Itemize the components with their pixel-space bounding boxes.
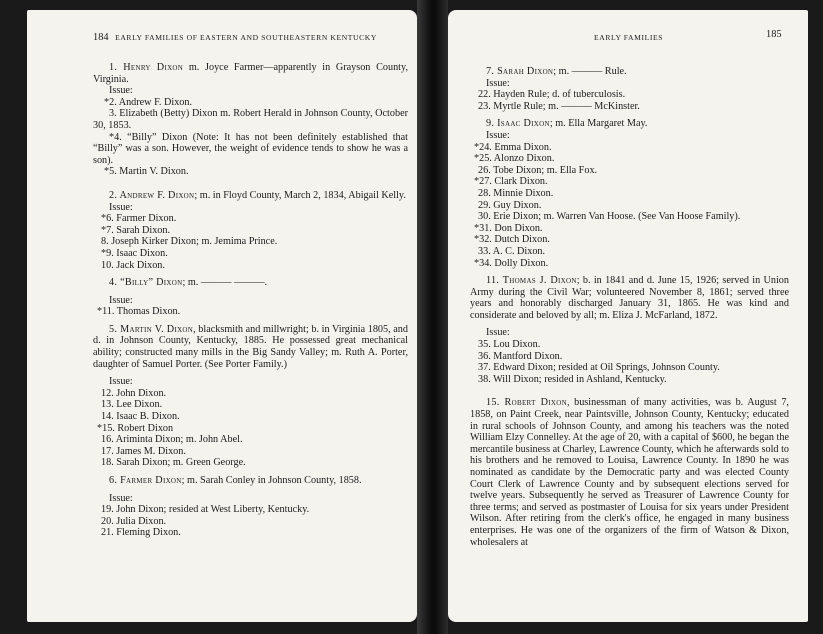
entry-robert-dixon <box>470 397 789 548</box>
right-page <box>448 10 808 622</box>
entry-farmer-dixon <box>93 475 408 487</box>
list-item: 10. Jack Dixon. <box>101 259 165 271</box>
left-page-number: 184 <box>93 32 109 43</box>
list-item: *25. Alonzo Dixon. <box>474 153 555 165</box>
issue-label: Issue: <box>486 129 510 141</box>
list-item: 22. Hayden Rule; d. of tuberculosis. <box>478 89 626 101</box>
list-item: *32. Dutch Dixon. <box>474 234 550 246</box>
entry-name: 6. Farmer Dixon <box>109 475 182 486</box>
left-running-header <box>93 32 377 44</box>
entry-text: ; m. ——— Rule. <box>553 66 627 77</box>
list-item: 36. Mantford Dixon. <box>478 350 563 362</box>
list-item: *15. Robert Dixon <box>97 422 174 434</box>
entry-name: 2. Andrew F. Dixon <box>109 189 195 201</box>
list-item: *6. Farmer Dixon. <box>101 213 177 225</box>
list-item: 29. Guy Dixon. <box>478 199 542 211</box>
entry-name: 11. Thomas J. Dixon <box>486 275 577 287</box>
entry-martin-dixon <box>93 324 408 370</box>
list-item: *4. “Billy” Dixon (Note: It has not been definitely established that “Billy” was a son. However, the weight of evidence tends to show he was a son). <box>93 131 408 166</box>
left-page-body <box>93 62 408 539</box>
entry-text: ; b. in 1841 and d. June 15, 1926; served in Union Army during the Civil War; volunteered November 8, 1861; served three years and honorably discharged January 31, 1865. He was kind and considerate and beloved by all; m. Eliza J. McFarland, 1872. <box>470 275 789 321</box>
list-item: *2. Andrew F. Dixon. <box>104 96 193 108</box>
issue-label: Issue: <box>486 327 510 339</box>
entry-thomas-dixon <box>470 275 789 321</box>
list-item: 33. A. C. Dixon. <box>478 245 546 257</box>
left-header-title: EARLY FAMILIES OF EASTERN AND SOUTHEASTERN KENTUCKY <box>115 33 377 42</box>
list-item: 23. Myrtle Rule; m. ——— McKinster. <box>478 100 640 112</box>
entry-name: 1. Henry Dixon <box>109 62 184 73</box>
entry-billy-dixon <box>93 277 408 289</box>
entry-text: ; m. Sarah Conley in Johnson County, 1858. <box>181 475 362 486</box>
entry-text: ; m. in Floyd County, March 2, 1834, Abigail Kelly. <box>194 189 406 201</box>
issue-label: Issue: <box>109 85 133 97</box>
list-item: *7. Sarah Dixon. <box>101 224 171 236</box>
list-item: 16. Ariminta Dixon; m. John Abel. <box>101 434 243 446</box>
list-item: 35. Lou Dixon. <box>478 339 541 351</box>
list-item: 13. Lee Dixon. <box>101 399 163 411</box>
entry-henry-dixon <box>93 62 408 85</box>
list-item: 37. Edward Dixon; resided at Oil Springs, Johnson County. <box>478 362 720 374</box>
list-item: 3. Elizabeth (Betty) Dixon m. Robert Herald in Johnson County, October 30, 1853. <box>93 108 408 131</box>
list-item: 26. Tobe Dixon; m. Ella Fox. <box>478 164 598 176</box>
left-page <box>27 10 417 622</box>
right-header-title: EARLY FAMILIES <box>594 33 664 42</box>
list-item: *31. Don Dixon. <box>474 222 543 234</box>
list-item: *34. Dolly Dixon. <box>474 257 549 269</box>
list-item: *9. Isaac Dixon. <box>101 247 168 259</box>
list-item: *27. Clark Dixon. <box>474 176 548 188</box>
list-item: 19. John Dixon; resided at West Liberty, Kentucky. <box>101 504 310 516</box>
issue-label: Issue: <box>486 77 510 89</box>
issue-label: Issue: <box>109 492 133 504</box>
entry-name: 15. Robert Dixon <box>486 397 567 409</box>
entry-name: 5. Martin V. Dixon <box>109 323 194 335</box>
entry-sarah-dixon <box>470 66 789 78</box>
entry-name: 9. Isaac Dixon <box>486 118 550 130</box>
entry-andrew-dixon <box>93 190 408 202</box>
list-item: 28. Minnie Dixon. <box>478 187 554 199</box>
entry-text: ; m. Ella Margaret May. <box>549 118 648 130</box>
list-item: 8. Joseph Kirker Dixon; m. Jemima Prince. <box>101 236 278 248</box>
right-page-number: 185 <box>766 29 782 40</box>
book-gutter <box>417 0 448 634</box>
entry-name: 4. “Billy” Dixon <box>109 277 183 289</box>
entry-text: , businessman of many activities, was b. August 7, 1858, on Paint Creek, near Paintsville, Johnson County, Kentucky; educated in rural schools of Johnson County, and among his teachers was the noted William Elzy Connelley. At the age of 20, with a capital of $600, he began the mercantile business at Charley, Lawrence County, which he afterwards sold to his brothers and he removed to Louisa, Lawrence County. In 1890 he was nominated as candidate by the Democratic party and was elected County Court Clerk of Lawrence County and by subsequent elections served for twelve years. Subsequently he served as Treasurer of Lawrence County for three terms; and served as postmaster of Louisa for six years under President Wilson. After retiring from the clerk's office, he engaged in many business enterprises. He was one of the organizers of the firm of Watson & Dixon, wholesalers at <box>470 397 789 548</box>
right-page-body <box>470 66 789 548</box>
entry-text: m. Joyce Farmer—apparently in Grayson County, Virginia. <box>93 62 408 85</box>
list-item: 21. Fleming Dixon. <box>101 527 181 539</box>
entry-text: ; m. ——— ———. <box>182 277 268 289</box>
entry-name: 7. Sarah Dixon <box>486 66 554 77</box>
entry-isaac-dixon <box>470 118 789 130</box>
issue-label: Issue: <box>109 201 133 213</box>
issue-label: Issue: <box>109 376 133 388</box>
list-item: 30. Erie Dixon; m. Warren Van Hoose. (See Van Hoose Family). <box>478 211 741 223</box>
list-item: 38. Will Dixon; resided in Ashland, Kentucky. <box>478 373 667 385</box>
list-item: *5. Martin V. Dixon. <box>104 166 189 178</box>
list-item: *24. Emma Dixon. <box>474 141 552 153</box>
entry-text: , blacksmith and millwright; b. in Virginia 1805, and d. in Johnson County, Kentucky, 1885. He possessed great mechanical ability; constructed many mills in the Big Sandy Valley; m. Ruth A. Porter, daughter of Samuel Porter. (See Porter Family.) <box>93 323 408 370</box>
list-item: 18. Sarah Dixon; m. Green George. <box>101 457 246 469</box>
list-item: 17. James M. Dixon. <box>101 445 186 457</box>
list-item: *11. Thomas Dixon. <box>97 306 181 318</box>
list-item: 20. Julia Dixon. <box>101 515 167 527</box>
issue-label: Issue: <box>109 294 133 306</box>
list-item: 12. John Dixon. <box>101 387 167 399</box>
list-item: 14. Isaac B. Dixon. <box>101 411 180 423</box>
